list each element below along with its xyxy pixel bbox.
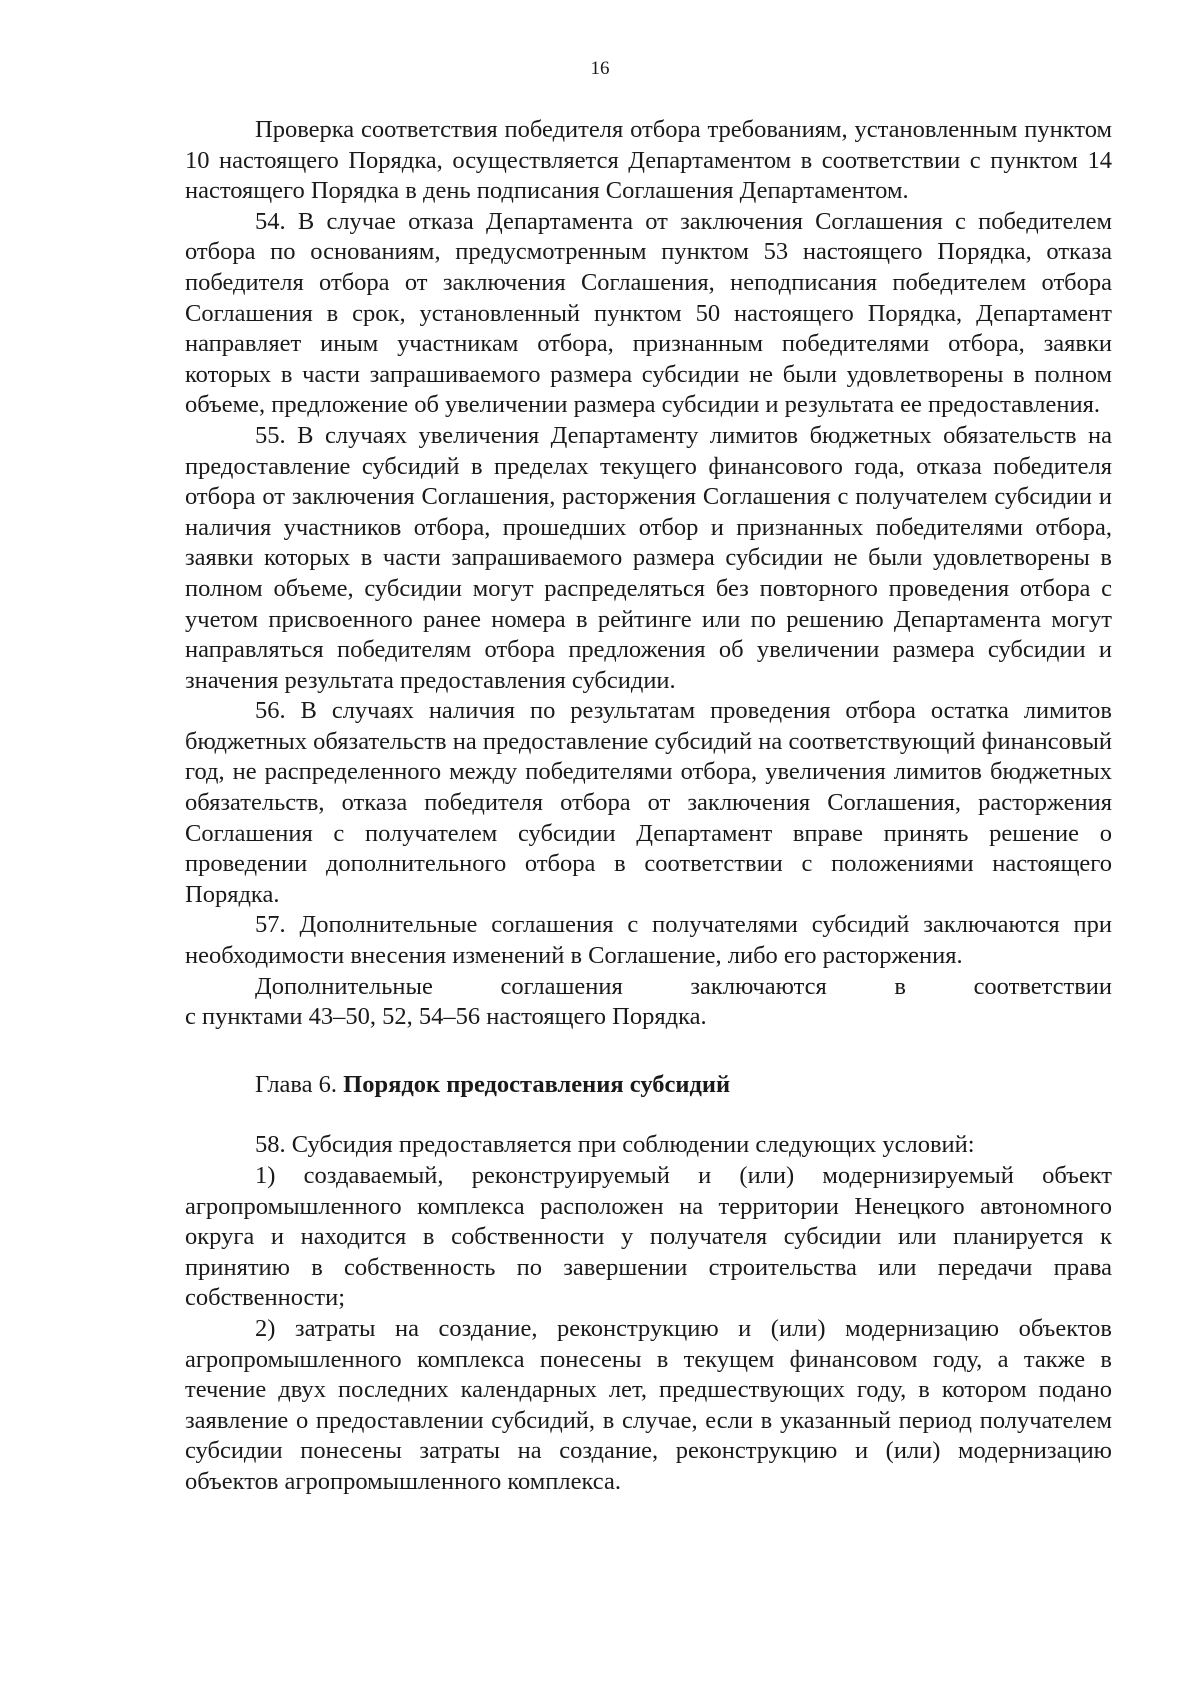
document-body — [185, 115, 1112, 1498]
paragraph-55: 55. В случаях увеличения Департаменту лимитов бюджетных обязательств на предоставление субсидий в пределах текущего финансового года, отказа победителя отбора от заключения Соглашения, расторжения Соглашения с получателем субсидии и наличия участников отбора, прошедших отбор и признанных победителями отбора, заявки которых в части запрашиваемого размера субсидии не были удовлетворены в полном объеме, субсидии могут распределяться без повторного проведения отбора с учетом присвоенного ранее номера в рейтинге или по решению Департамента могут направляться победителям отбора предложения об увеличении размера субсидии и значения результата предоставления субсидии. — [185, 421, 1112, 694]
paragraph-54: 54. В случае отказа Департамента от заключения Соглашения с победителем отбора по основаниям, предусмотренным пунктом 53 настоящего Порядка, отказа победителя отбора от заключения Соглашения, неподписания победителем отбора Соглашения в срок, установленный пунктом 50 настоящего Порядка, Департамент направляет иным участникам отбора, признанным победителями отбора, заявки которых в части запрашиваемого размера субсидии не были удовлетворены в полном объеме, предложение об увеличении размера субсидии и результата ее предоставления. — [185, 207, 1112, 419]
paragraph-56: 56. В случаях наличия по результатам проведения отбора остатка лимитов бюджетных обязательств на предоставление субсидий на соответствующий финансовый год, не распределенного между победителями отбора, увеличения лимитов бюджетных обязательств, отказа победителя отбора от заключения Соглашения, расторжения Соглашения с получателем субсидии Департамент вправе принять решение о проведении дополнительного отбора в соответствии с положениями настоящего Порядка. — [185, 697, 1112, 908]
word: в — [894, 972, 906, 1000]
chapter-heading — [185, 1070, 1112, 1101]
paragraph-58: 58. Субсидия предоставляется при соблюдении следующих условий: — [255, 1131, 975, 1159]
chapter-title: Порядок предоставления субсидий — [343, 1070, 731, 1098]
paragraph-57: 57. Дополнительные соглашения с получателями субсидий заключаются при необходимости внесения изменений в Соглашение, либо его расторжения. — [185, 911, 1112, 970]
chapter-prefix: Глава 6. — [255, 1070, 338, 1098]
paragraph-57-additional-line — [185, 972, 1112, 1003]
word: соглашения — [500, 972, 623, 1000]
paragraph-58-item-2: 2) затраты на создание, реконструкцию и (или) модернизацию объектов агропромышленного комплекса понесены в текущем финансовом году, а также в течение двух последних календарных лет, предшествующих году, в котором подано заявление о предоставлении субсидий, в случае, если в указанный период получателем субсидии понесены затраты на создание, реконструкцию и (или) модернизацию объектов агропромышленного комплекса. — [185, 1314, 1112, 1495]
word: заключаются — [690, 972, 827, 1000]
paragraph-57-additional-tail: с пунктами 43–50, 52, 54–56 настоящего Порядка. — [185, 1003, 707, 1031]
paragraph-58-item-1: 1) создаваемый, реконструируемый и (или) модернизируемый объект агропромышленного комплекса расположен на территории Ненецкого автономного округа и находится в собственности у получателя субсидии или планируется к принятию в собственность по завершении строительства или передачи права собственности; — [185, 1162, 1112, 1312]
word: соответствии — [973, 972, 1112, 1000]
page-number: 16 — [590, 58, 610, 79]
paragraph-winner-check: Проверка соответствия победителя отбора требованиям, установленным пунктом 10 настоящего Порядка, осуществляется Департаментом в соответствии с пунктом 14 настоящего Порядка в день подписания Соглашения Департаментом. — [185, 116, 1112, 205]
word: Дополнительные — [255, 972, 433, 1000]
